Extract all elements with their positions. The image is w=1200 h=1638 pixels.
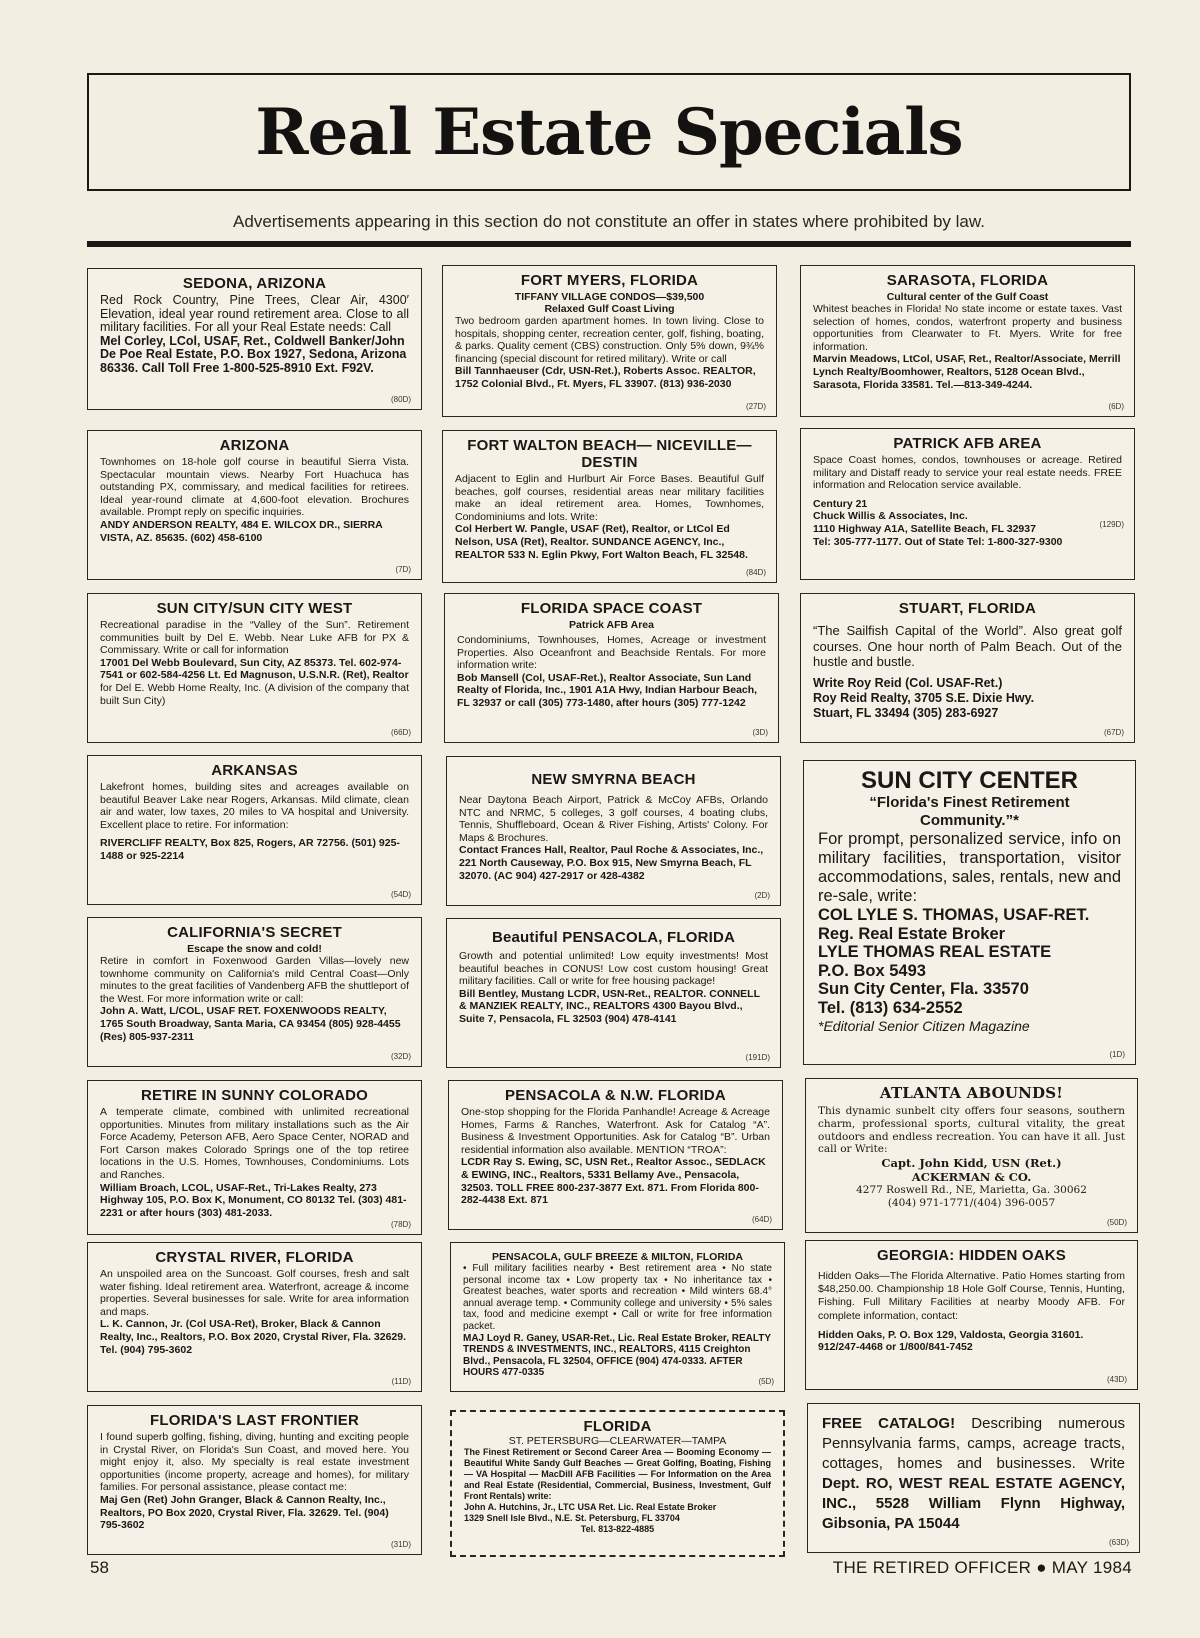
ad-title: FREE CATALOG!	[822, 1415, 956, 1432]
ad-contact: John A. Hutchins, Jr., LTC USA Ret. Lic. Real Estate Broker	[464, 1502, 717, 1512]
ad-title: PENSACOLA & N.W. FLORIDA	[505, 1087, 726, 1104]
publication-footer: THE RETIRED OFFICER ● MAY 1984	[832, 1558, 1132, 1577]
ad-body: An unspoiled area on the Suncoast. Golf courses, fresh and salt water fishing. Ideal retirement area. Waterfront, acreage & income properties. Several businesses for sale. Write for area information and maps.	[100, 1268, 409, 1318]
ad-contact-address: Roy Reid Realty, 3705 S.E. Dixie Hwy.	[813, 690, 1035, 705]
ad-body: Recreational paradise in the “Valley of the Sun”. Retirement communities built by Del E. Webb. Near Luke AFB for PX & Commissary. Write or call for information	[100, 619, 409, 657]
ad-fort-myers	[442, 265, 777, 417]
ad-contact-phone: Tel. 813-822-4885	[580, 1524, 655, 1534]
ad-fort-walton-beach	[442, 430, 777, 583]
ad-sun-city-west	[87, 593, 422, 743]
ad-body: Hidden Oaks—The Florida Alternative. Patio Homes starting from $48,250.00. Championship 18 Hole Golf Course, Tennis, Hunting, Fishing. Full Military Facilities at nearby Moody AFB. For complete information, contact:	[818, 1270, 1125, 1322]
ad-title: FLORIDA'S LAST FRONTIER	[150, 1412, 359, 1429]
ad-body: I found superb golfing, fishing, diving, hunting and exciting people in Crystal River, on Florida's Sun Coast, and moved here. You might enjoy it, also. My specialty is real estate investment opportunities (income property, acreage and homes), for military families. For personal assistance, please contact me:	[100, 1431, 409, 1494]
ad-contact: Mel Corley, LCol, USAF, Ret., Coldwell Banker/John De Poe Real Estate, P.O. Box 1927, Sedona, Arizona 86336. Call Toll Free 1-800-525-8910 Ext. F92V.	[100, 333, 407, 375]
ad-title: SUN CITY CENTER	[861, 767, 1078, 794]
ad-code: (32D)	[390, 1052, 411, 1061]
ad-code: (3D)	[752, 728, 768, 737]
ad-body: Near Daytona Beach Airport, Patrick & McCoy AFBs, Orlando NTC and NRMC, 5 colleges, 3 golf courses, 4 boating clubs, Tennis, Shuffleboard, Ocean & River Fishing, Artists' Colony. For Maps & Brochures.	[459, 794, 768, 844]
ad-contact: RIVERCLIFF REALTY, Box 825, Rogers, AR 72756. (501) 925-1488 or 925-2214	[100, 837, 400, 862]
ad-code: (80D)	[390, 395, 411, 404]
ad-subtitle: TIFFANY VILLAGE CONDOS—$39,500	[514, 291, 705, 303]
ad-code: (54D)	[390, 890, 411, 899]
header-rule	[87, 241, 1131, 247]
ad-crystal-river	[87, 1242, 422, 1392]
ad-title: SEDONA, ARIZONA	[182, 275, 327, 292]
ad-code: (129D)	[1099, 520, 1124, 529]
ad-code: (27D)	[745, 402, 766, 411]
ad-title: ATLANTA ABOUNDS!	[879, 1084, 1064, 1102]
ad-contact: Contact Frances Hall, Realtor, Paul Roche & Associates, Inc., 221 North Causeway, P.O. Box 915, New Smyrna Beach, FL 32070. (AC 904) 427-2917 or 428-4382	[459, 844, 764, 882]
ad-contact-box: P.O. Box 5493	[818, 961, 926, 980]
section-title: Real Estate Specials	[255, 94, 963, 170]
ad-body: Adjacent to Eglin and Hurlburt Air Force Bases. Beautiful Gulf beaches, golf courses, residential areas near military facilities make an ideal retirement area. Homes, Townhomes, Condominiums and lots. Write:	[455, 473, 764, 523]
ad-body: “The Sailfish Capital of the World”. Also great golf courses. One hour north of Palm Beach. Out of the hustle and bustle.	[813, 623, 1122, 669]
ad-title: ARKANSAS	[211, 762, 298, 779]
ad-title: SARASOTA, FLORIDA	[886, 272, 1049, 289]
ad-title: SUN CITY/SUN CITY WEST	[156, 600, 353, 617]
ad-subtitle-2: Relaxed Gulf Coast Living	[544, 303, 675, 315]
ad-subtitle: ST. PETERSBURG—CLEARWATER—TAMPA	[508, 1435, 727, 1447]
ad-contact-phone: Tel. (813) 634-2552	[818, 998, 963, 1017]
ad-st-petersburg	[450, 1410, 785, 1557]
ad-code: (84D)	[745, 568, 766, 577]
ad-subtitle: “Florida's Finest Retirement Community.”*	[869, 794, 1070, 829]
ad-body: The Finest Retirement or Second Career Area — Booming Economy — Beautiful White Sandy Gulf Beaches — Great Golfing, Boating, Fishing — VA Hospital — MacDill AFB Facilities — For Information on the Area and Real Estate (Residential, Commercial, Business, Investment, Gulf Front Rentals) write:	[464, 1447, 771, 1501]
ad-title: PENSACOLA, GULF BREEZE & MILTON, FLORIDA	[491, 1251, 744, 1263]
ad-code: (31D)	[390, 1540, 411, 1549]
ad-beautiful-pensacola	[446, 918, 781, 1068]
ad-code: (67D)	[1103, 728, 1124, 737]
ad-title: CRYSTAL RIVER, FLORIDA	[155, 1249, 354, 1266]
ad-georgia-hidden-oaks	[805, 1240, 1138, 1390]
ad-footnote: *Editorial Senior Citizen Magazine	[818, 1018, 1030, 1034]
ad-title: FORT MYERS, FLORIDA	[520, 272, 699, 289]
ad-contact: John A. Watt, L/COL, USAF RET. FOXENWOODS REALTY, 1765 South Broadway, Santa Maria, CA 93454 (805) 928-4455 (Res) 805-937-2311	[100, 1005, 401, 1043]
ad-arizona	[87, 430, 422, 580]
ad-contact-phone: Tel: 305-777-1177. Out of State Tel: 1-800-327-9300	[813, 535, 1063, 548]
ad-body: For prompt, personalized service, info on military facilities, transportation, visitor accommodations, sales, rentals, new and re-sale, write:	[818, 830, 1121, 905]
ad-code: (7D)	[395, 565, 411, 574]
ad-code: (5D)	[758, 1377, 774, 1386]
section-title-box	[87, 73, 1131, 191]
ad-title: PATRICK AFB AREA	[893, 435, 1042, 452]
ad-code: (64D)	[751, 1215, 772, 1224]
ad-body: This dynamic sunbelt city offers four seasons, southern charm, professional sports, cultural vitality, the great outdoors and endless recreation. You can have it all. Just call or Write:	[818, 1105, 1125, 1156]
ad-sunny-colorado	[87, 1080, 422, 1235]
ad-code: (63D)	[1108, 1538, 1129, 1547]
ad-contact: LCDR Ray S. Ewing, SC, USN Ret., Realtor Assoc., SEDLACK & EWING, INC., Realtors, 5331 Bellamy Ave., Pensacola, 32503. TOLL FREE 800-237-3877 Ext. 871. From Florida 800-282-4438 Ext. 871	[461, 1156, 766, 1207]
ad-contact: Hidden Oaks, P. O. Box 129, Valdosta, Georgia 31601. 912/247-4468 or 1/800/841-7452	[818, 1328, 1084, 1354]
ad-code: (50D)	[1106, 1218, 1127, 1227]
ad-code: (11D)	[391, 1377, 411, 1386]
ad-subtitle: Cultural center of the Gulf Coast	[886, 291, 1049, 303]
ad-title: CALIFORNIA'S SECRET	[167, 924, 342, 941]
ad-contact: Col Herbert W. Pangle, USAF (Ret), Realtor, or LtCol Ed Nelson, USA (Ret), Realtor. SUNDANCE AGENCY, Inc., REALTOR 533 N. Eglin Pkwy, Fort Walton Beach, FL 32548.	[455, 523, 748, 561]
ad-contact-name: Capt. John Kidd, USN (Ret.)	[881, 1156, 1062, 1171]
ad-title: GEORGIA: HIDDEN OAKS	[876, 1247, 1066, 1264]
ad-last-frontier	[87, 1405, 422, 1555]
ad-body: Describing numerous Pennsylvania farms, camps, acreage tracts, cottages, homes and businesses. Write	[822, 1415, 1125, 1472]
ad-contact-address: 4277 Roswell Rd., NE, Marietta, Ga. 30062	[856, 1184, 1087, 1197]
ad-body: Red Rock Country, Pine Trees, Clear Air, 4300′ Elevation, ideal year round retirement area. Close to all military facilities. For all your Real Estate needs: Call	[100, 293, 409, 335]
ad-contact: MAJ Loyd R. Ganey, USAR-Ret., Lic. Real Estate Broker, REALTY TRENDS & INVESTMENTS, INC., REALTORS, 4115 Creighton Blvd., Pensacola, FL 32504, OFFICE (904) 474-0333. AFTER HOURS 477-0335	[463, 1332, 771, 1379]
ad-body: Condominiums, Townhouses, Homes, Acreage or investment Properties. Also Oceanfront and Beachside Rentals. For more information write:	[457, 634, 766, 672]
ad-sarasota	[800, 265, 1135, 417]
ad-subtitle: Escape the snow and cold!	[187, 943, 322, 955]
ad-contact: ANDY ANDERSON REALTY, 484 E. WILCOX DR., SIERRA VISTA, AZ. 85635. (602) 458-6100	[100, 518, 383, 544]
ad-contact-title: Reg. Real Estate Broker	[818, 924, 1006, 943]
ad-contact: Maj Gen (Ret) John Granger, Black & Cannon Realty, Inc., Realtors, PO Box 2020, Crystal River, Fla. 32629. Tel. (904) 795-3602	[100, 1493, 389, 1532]
ad-contact-company: LYLE THOMAS REAL ESTATE	[818, 943, 1052, 961]
ad-title: RETIRE IN SUNNY COLORADO	[140, 1087, 369, 1104]
ad-contact-address: 1329 Snell Isle Blvd., N.E. St. Petersburg, FL 33704	[464, 1513, 680, 1523]
page-number: 58	[90, 1558, 109, 1577]
ad-contact-city: Sun City Center, Fla. 33570	[818, 980, 1029, 998]
ad-body: A temperate climate, combined with unlimited recreational opportunities. Minutes from military installations such as the Air Force Academy, Peterson AFB, Aero Space Center, NORAD and Fort Carson makes Colorado Springs one of the top retiree locations in the U.S. Homes, Townhouses, Condominiums. Lots and Ranches.	[100, 1106, 409, 1181]
ad-title: STUART, FLORIDA	[898, 600, 1037, 617]
ad-contact-name: COL LYLE S. THOMAS, USAF-RET.	[818, 906, 1090, 924]
ad-body: One-stop shopping for the Florida Panhandle! Acreage & Acreage Homes, Farms & Ranches, Waterfront. Ask for Catalog “A”. Business & Investment Opportunities. Ask for Catalog “B”. Urban residential information also available. MENTION “TROA”:	[461, 1106, 770, 1156]
ad-contact: Write Roy Reid (Col. USAF-Ret.)	[813, 675, 1003, 690]
ad-contact: Dept. RO, WEST REAL ESTATE AGENCY, INC., 5528 William Flynn Highway, Gibsonia, PA 15044	[822, 1475, 1125, 1532]
ad-body: Whitest beaches in Florida! No state income or estate taxes. Vast selection of homes, condos, waterfront property and business opportunities from Clearwater to Ft. Myers. Write for free information.	[813, 303, 1122, 353]
ad-new-smyrna-beach	[446, 756, 781, 906]
ad-title: FLORIDA SPACE COAST	[520, 600, 703, 617]
ad-patrick-afb-area	[800, 428, 1135, 580]
ad-sun-city-center	[803, 760, 1136, 1065]
ad-subtitle: Patrick AFB Area	[568, 619, 654, 631]
ad-body: Townhomes on 18-hole golf course in beautiful Sierra Vista. Spectacular mountain views. Nearby Fort Huachuca has outstanding PX, commissary, and medical facilities for retirees. Ideal year-round climate at 4,600-foot elevation. Brochures available. Prompt reply on specific inquiries.	[100, 456, 409, 519]
ad-contact-company: Century 21	[813, 497, 868, 510]
ad-code: (1D)	[1109, 1050, 1125, 1059]
ad-title: FLORIDA	[583, 1418, 652, 1435]
ad-contact-phone: (404) 971-1771/(404) 396-0057	[887, 1196, 1056, 1209]
ad-gulf-breeze-milton	[450, 1242, 785, 1392]
ad-contact-company: ACKERMAN & CO.	[911, 1170, 1032, 1185]
ad-contact-agency: Chuck Willis & Associates, Inc.	[813, 510, 968, 523]
ad-title: ARIZONA	[219, 437, 290, 454]
ad-body-extra: for Del E. Webb Home Realty, Inc. (A division of the company that built Sun City)	[100, 681, 409, 707]
ad-contact: L. K. Cannon, Jr. (Col USA-Ret), Broker, Black & Cannon Realty, Inc., Realtors, P.O. Box 2020, Crystal River, Fla. 32629. Tel. (904) 795-3602	[100, 1318, 407, 1356]
ad-code: (66D)	[390, 728, 411, 737]
ad-body: Lakefront homes, building sites and acreages available on beautiful Beaver Lake near Rogers, Arkansas. Mild climate, clean air and water, low taxes, 20 miles to VA hospital and University. Excellent place to retire. For information:	[100, 781, 409, 831]
ad-pensacola-nw-florida	[448, 1080, 783, 1230]
ad-florida-space-coast	[444, 593, 779, 743]
ad-california-secret	[87, 917, 422, 1067]
ad-title: NEW SMYRNA BEACH	[531, 771, 696, 788]
ad-contact: 17001 Del Webb Boulevard, Sun City, AZ 85373. Tel. 602-974-7541 or 602-584-4256 Lt. Ed Magnuson, U.S.N.R. (Ret), Realtor	[100, 656, 409, 682]
ad-body: Retire in comfort in Foxenwood Garden Villas—lovely new townhome community on California's mild Central Coast—Only minutes to the great facilities of Vandenberg AFB the shuttleport of the West. For more information write or call:	[100, 955, 409, 1005]
ad-contact: William Broach, LCOL, USAF-Ret., Tri-Lakes Realty, 273 Highway 105, P.O. Box K, Monument, CO 80132 Tel. (303) 481-2231 or after hours (303) 481-2033.	[100, 1181, 407, 1219]
ad-contact: Bill Bentley, Mustang LCDR, USN-Ret., REALTOR. CONNELL & MANZIEK REALTY, INC., REALTORS 4300 Bayou Blvd., Suite 7, Pensacola, FL 32503 (904) 478-4141	[459, 987, 760, 1025]
ad-free-catalog	[807, 1403, 1140, 1553]
ad-contact-address: 1110 Highway A1A, Satellite Beach, FL 32937	[813, 522, 1036, 535]
ad-code: (78D)	[390, 1220, 411, 1229]
ad-title: FORT WALTON BEACH— NICEVILLE—DESTIN	[467, 437, 752, 471]
ad-code: (43D)	[1106, 1375, 1127, 1384]
legal-disclaimer: Advertisements appearing in this section do not constitute an offer in states where prohibited by law.	[233, 212, 985, 231]
ad-stuart-florida	[800, 593, 1135, 743]
ad-arkansas	[87, 755, 422, 905]
ad-body: Two bedroom garden apartment homes. In town living. Close to hospitals, shopping center, recreation center, golf, fishing, boating, & parks. Quality cement (CBS) construction. Only 5% down, 9¾% financing (special discount for retired military). Write or call	[455, 315, 764, 365]
ad-atlanta-abounds	[805, 1078, 1138, 1233]
ad-sedona-arizona	[87, 268, 422, 410]
ad-title: Beautiful PENSACOLA, FLORIDA	[491, 929, 736, 946]
ad-contact: Bill Tannhaeuser (Cdr, USN-Ret.), Roberts Assoc. REALTOR, 1752 Colonial Blvd., Ft. Myers, FL 33907. (813) 936-2030	[455, 365, 756, 390]
ad-contact-phone: Stuart, FL 33494 (305) 283-6927	[813, 705, 999, 720]
ad-contact: Bob Mansell (Col, USAF-Ret.), Realtor Associate, Sun Land Realty of Florida, Inc., 1901 A1A Hwy, Indian Harbour Beach, FL 32937 or call (305) 773-1480, after hours (305) 777-1242	[457, 671, 758, 709]
ad-body: Space Coast homes, condos, townhouses or acreage. Retired military and Distaff ready to service your real estate needs. FREE information and Relocation service available.	[813, 454, 1122, 492]
ad-contact: Marvin Meadows, LtCol, USAF, Ret., Realtor/Associate, Merrill Lynch Realty/Boomhower, Realtors, 5128 Ocean Blvd., Sarasota, Florida 33581. Tel.—813-349-4244.	[813, 353, 1121, 391]
ad-body: • Full military facilities nearby • Best retirement area • No state personal income tax • Low property tax • No inheritance tax • Greatest beaches, water sports and recreation • Mild winters 68.4° annual average temp. • Community college and university • 5% sales tax, food and medicine exempt • Call or write for free information packet.	[463, 1263, 772, 1332]
ad-code: (2D)	[754, 891, 770, 900]
ad-code: (191D)	[745, 1053, 770, 1062]
ad-code: (6D)	[1108, 402, 1124, 411]
ad-body: Growth and potential unlimited! Low equity investments! Most beautiful beaches in CONUS! Low cost custom housing! Great military facilities. Call or write for free housing package!	[459, 950, 768, 988]
